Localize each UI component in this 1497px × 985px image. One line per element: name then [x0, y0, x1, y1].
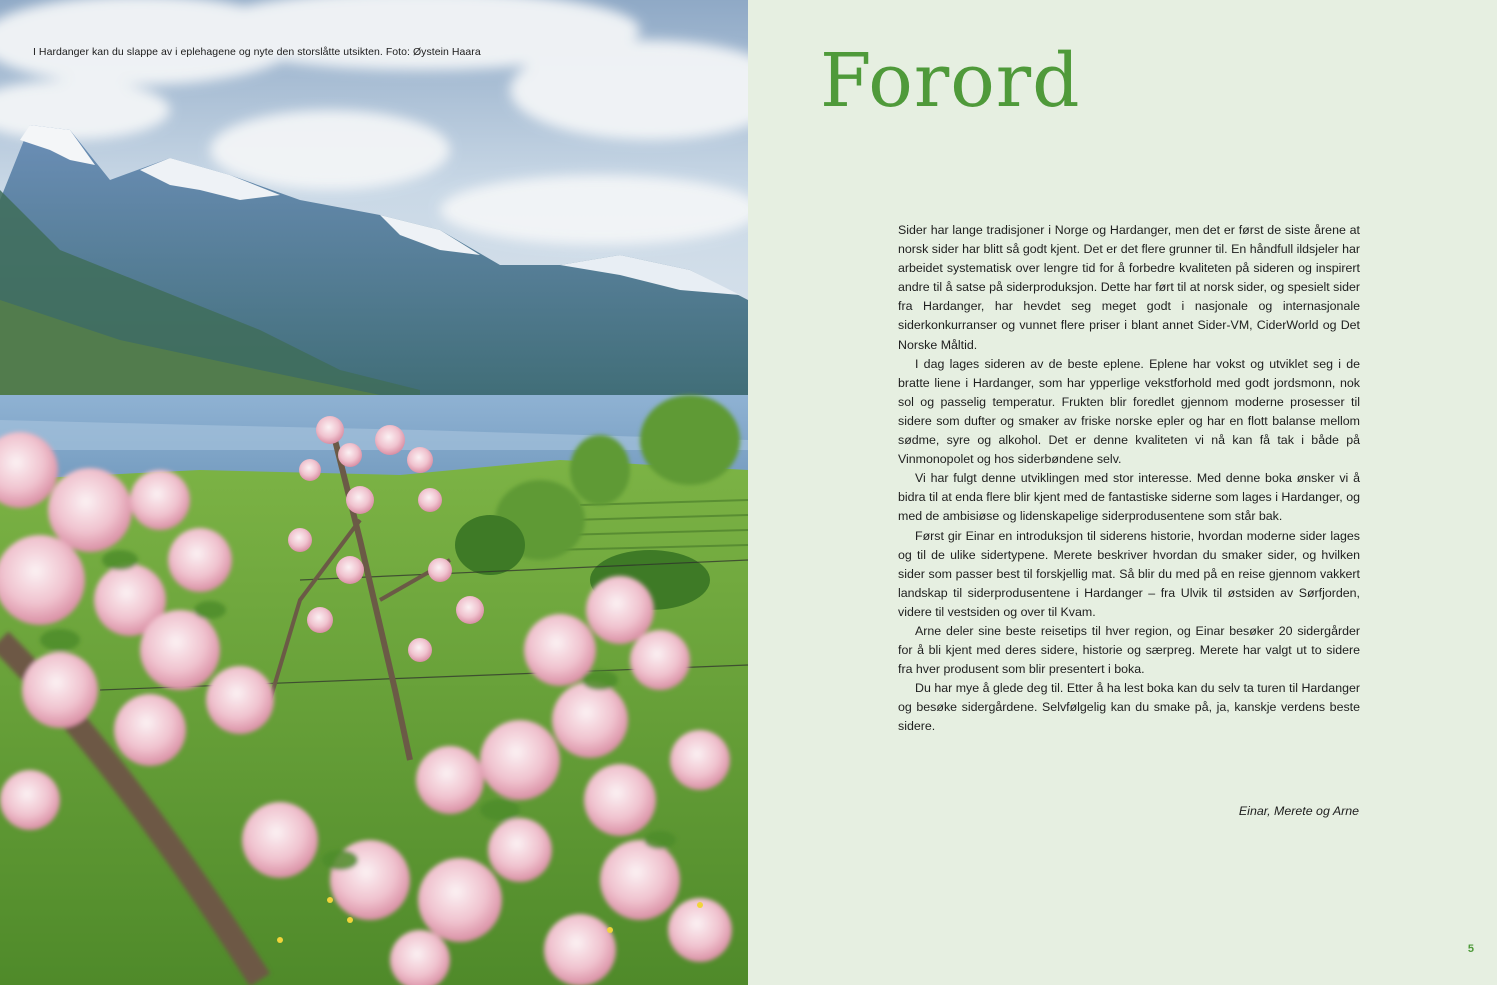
text-page [748, 0, 1497, 985]
paragraph: Du har mye å glede deg til. Etter å ha lest boka kan du selv ta turen til Hardanger og besøke sidergårdene. Selvfølgelig kan du smake på, ja, kanskje verdens beste sidere. [898, 681, 1360, 734]
orchard-fjord-illustration [0, 0, 748, 985]
photo-caption: I Hardanger kan du slappe av i eplehagene og nyte den storslåtte utsikten. Foto: Øystein Haara [33, 46, 481, 58]
paragraph: Sider har lange tradisjoner i Norge og Hardanger, men det er først de siste årene at norsk sider har blitt så godt kjent. Det er det flere grunner til. En håndfull ildsjeler har arbeidet systematisk over lengre tid for å forbedre kvaliteten på sideren og inspirert andre til å satse på siderproduksjon. Dette har ført til at norsk sider, og spesielt sider fra Hardanger, har hevdet seg meget godt i nasjonale og internasjonale siderkonkurranser og vunnet flere priser i blant annet Sider-VM, CiderWorld og Det Norske Måltid. [898, 223, 1360, 352]
paragraph: Arne deler sine beste reisetips til hver region, og Einar besøker 20 sidergårder for å bli kjent med deres sidere, historie og særpreg. Merete har valgt ut to sidere fra hver produsent som blir presentert i boka. [898, 623, 1360, 677]
page-title: Forord [820, 38, 1081, 124]
author-signature: Einar, Merete og Arne [1238, 804, 1359, 818]
paragraph: Først gir Einar en introduksjon til siderens historie, hvordan moderne sider lages og til de ulike sidertypene. Merete beskriver hvordan du smaker sider, og hvilken sider som passer best til forskjellig mat. Så blir du med på en reise gjennom vakkert landskap til siderprodusentene i Hardanger – fra Ulvik til østsiden av Sørfjorden, videre til vestsiden og over til Kvam. [898, 528, 1360, 619]
paragraph: I dag lages sideren av de beste eplene. Eplene har vokst og utviklet seg i de bratte liene i Hardanger, som har ypperlige vekstforhold med godt jordsmonn, nok sol og passelig temperatur. Frukten blir foredlet gjennom moderne prosesser til sidere som dufter og smaker av friske norske epler og har en flott balanse mellom sødme, syre og alkohol. Det er denne kvaliteten vi nå kan få tak i både på Vinmonopolet og hos siderbøndene selv. [898, 356, 1360, 467]
paragraph: Vi har fulgt denne utviklingen med stor interesse. Med denne boka ønsker vi å bidra til at enda flere blir kjent med de fantastiske siderne som lages i Hardanger, og med de ambisiøse og lidenskapelige siderprodusentene som står bak. [898, 471, 1360, 524]
landscape-photo [0, 0, 748, 985]
page-number: 5 [1467, 943, 1474, 955]
foreword-body [898, 221, 1360, 737]
